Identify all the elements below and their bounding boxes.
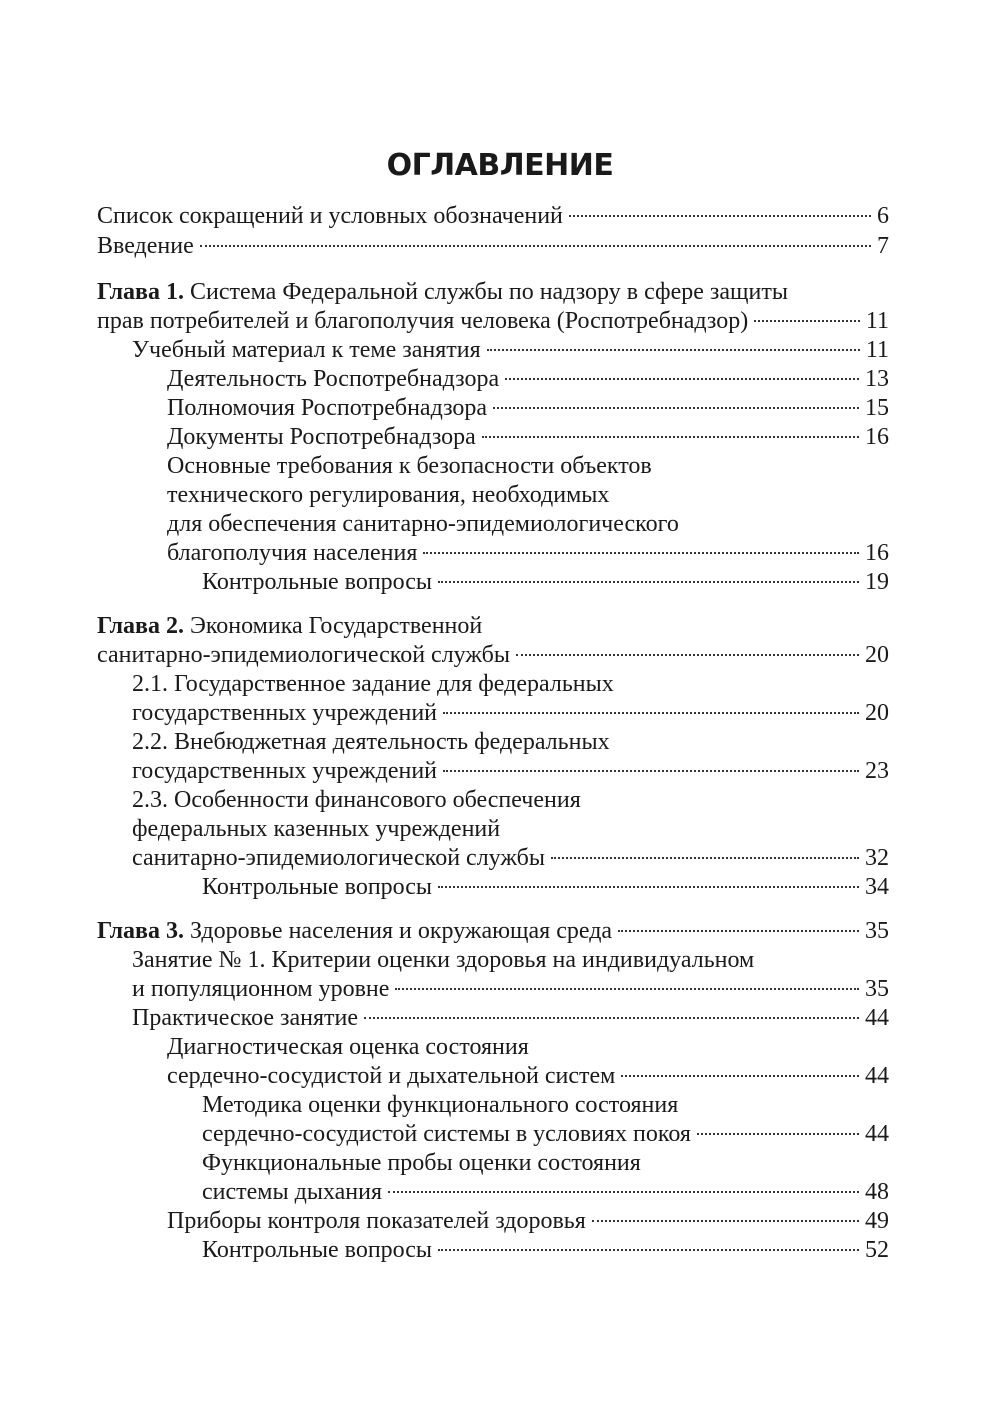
page-number: 35 (865, 918, 889, 944)
dot-leader (697, 1133, 859, 1135)
page-number: 32 (865, 845, 889, 871)
page-number: 16 (865, 540, 889, 566)
page-number: 23 (865, 758, 889, 784)
entry-text: государственных учреждений (132, 758, 438, 784)
dot-leader (516, 654, 859, 656)
entry-text: Введение (97, 233, 194, 259)
toc-entry-ch2-questions[interactable] (202, 872, 889, 902)
page-number: 35 (865, 976, 889, 1002)
toc-entry-tests-end[interactable] (202, 1177, 889, 1207)
page-number: 7 (877, 233, 889, 259)
toc-chapter-2-heading[interactable] (97, 611, 482, 641)
toc-entry-activity[interactable] (167, 364, 889, 394)
toc-chapter-1-heading[interactable] (97, 277, 788, 307)
dot-leader (505, 378, 859, 380)
dot-leader (438, 886, 859, 888)
toc-entry-method-line1[interactable]: Методика оценки функционального состояния (202, 1092, 679, 1118)
entry-text: Контрольные вопросы (202, 569, 433, 595)
entry-text: сердечно-сосудистой системы в условиях покоя (202, 1121, 691, 1147)
dot-leader (200, 245, 871, 247)
chapter-title-line2: санитарно-эпидемиологической службы (97, 642, 510, 668)
chapter-title-line2: прав потребителей и благополучия человека (Роспотребнадзор) (97, 308, 749, 334)
toc-entry-diagnostics-line1[interactable]: Диагностическая оценка состояния (167, 1034, 529, 1060)
toc-entry-2-3-end[interactable] (132, 843, 889, 873)
toc-chapter-1-title-end[interactable] (97, 306, 889, 336)
dot-leader (754, 320, 860, 322)
entry-text: Деятельность Роспотребнадзора (167, 366, 500, 392)
toc-entry-2-1-line1[interactable]: 2.1. Государственное задание для федеральных (132, 671, 614, 697)
dot-leader (388, 1191, 859, 1193)
toc-entry-2-1-end[interactable] (132, 698, 889, 728)
page-title: ОГЛАВЛЕНИЕ (386, 148, 614, 183)
toc-entry-lesson-1-end[interactable] (132, 974, 889, 1004)
toc-entry-2-3-line2[interactable]: федеральных казенных учреждений (132, 816, 501, 842)
dot-leader (443, 712, 859, 714)
toc-entry-requirements-line1[interactable]: Основные требования к безопасности объектов (167, 453, 652, 479)
entry-text: Практическое занятие (132, 1005, 359, 1031)
dot-leader (493, 407, 859, 409)
entry-text: санитарно-эпидемиологической службы (132, 845, 545, 871)
dot-leader (487, 349, 860, 351)
dot-leader (551, 857, 859, 859)
toc-entry-abbreviations[interactable] (97, 201, 889, 231)
page-number: 19 (865, 569, 889, 595)
chapter-title-line1: Экономика Государственной (190, 613, 483, 639)
page-number: 13 (865, 366, 889, 392)
dot-leader (443, 770, 859, 772)
entry-text: системы дыхания (202, 1179, 382, 1205)
dot-leader (569, 215, 871, 217)
dot-leader (621, 1075, 859, 1077)
chapter-label: Глава 2. (97, 613, 184, 639)
toc-entry-2-2-line1[interactable]: 2.2. Внебюджетная деятельность федеральных (132, 729, 610, 755)
chapter-label: Глава 3. (97, 918, 184, 944)
toc-entry-devices[interactable] (167, 1206, 889, 1236)
toc-entry-study-material[interactable] (132, 335, 889, 365)
page-number: 48 (865, 1179, 889, 1205)
entry-text: Контрольные вопросы (202, 1237, 433, 1263)
toc-entry-2-3-line1[interactable]: 2.3. Особенности финансового обеспечения (132, 787, 581, 813)
toc-entry-documents[interactable] (167, 422, 889, 452)
dot-leader (364, 1017, 859, 1019)
page-number: 52 (865, 1237, 889, 1263)
entry-text: государственных учреждений (132, 700, 438, 726)
entry-text: сердечно-сосудистой и дыхательной систем (167, 1063, 616, 1089)
dot-leader (438, 581, 859, 583)
chapter-label: Глава 1. (97, 279, 184, 305)
toc-entry-requirements-line3[interactable]: для обеспечения санитарно-эпидемиологического (167, 511, 679, 537)
toc-entry-lesson-1-line1[interactable]: Занятие № 1. Критерии оценки здоровья на индивидуальном (132, 947, 755, 973)
toc-entry-method-end[interactable] (202, 1119, 889, 1149)
toc-entry-ch3-questions[interactable] (202, 1235, 889, 1265)
page-number: 34 (865, 874, 889, 900)
entry-text: Учебный материал к теме занятия (132, 337, 481, 363)
chapter-title (97, 916, 612, 946)
dot-leader (395, 988, 859, 990)
toc-entry-requirements-line2[interactable]: технического регулирования, необходимых (167, 482, 610, 508)
page-number: 44 (865, 1005, 889, 1031)
page-number: 11 (865, 337, 889, 363)
page-number: 11 (865, 308, 889, 334)
page-number: 20 (865, 642, 889, 668)
entry-text: и популяционном уровне (132, 976, 390, 1002)
toc-entry-practice[interactable] (132, 1003, 889, 1033)
entry-text: Список сокращений и условных обозначений (97, 203, 563, 229)
toc-chapter-2-title-end[interactable] (97, 640, 889, 670)
chapter-title-line1: Здоровье населения и окружающая среда (190, 918, 613, 944)
toc-chapter-3-heading[interactable] (97, 916, 889, 946)
dot-leader (423, 552, 859, 554)
toc-entry-tests-line1[interactable]: Функциональные пробы оценки состояния (202, 1150, 641, 1176)
page-number: 49 (865, 1208, 889, 1234)
entry-text: Полномочия Роспотребнадзора (167, 395, 488, 421)
toc-entry-introduction[interactable] (97, 231, 889, 261)
entry-text: Контрольные вопросы (202, 874, 433, 900)
page-number: 15 (865, 395, 889, 421)
entry-text: Документы Роспотребнадзора (167, 424, 476, 450)
page-number: 16 (865, 424, 889, 450)
dot-leader (592, 1220, 859, 1222)
toc-entry-diagnostics-end[interactable] (167, 1061, 889, 1091)
entry-text: Приборы контроля показателей здоровья (167, 1208, 586, 1234)
dot-leader (482, 436, 859, 438)
toc-entry-ch1-questions[interactable] (202, 567, 889, 597)
entry-text: благополучия населения (167, 540, 418, 566)
page-number: 44 (865, 1063, 889, 1089)
dot-leader (618, 930, 859, 932)
page-number: 44 (865, 1121, 889, 1147)
dot-leader (438, 1249, 859, 1251)
toc-entry-requirements-end[interactable] (167, 538, 889, 568)
toc-entry-2-2-end[interactable] (132, 756, 889, 786)
chapter-title-line1: Система Федеральной службы по надзору в сфере защиты (190, 279, 788, 305)
page-number: 6 (877, 203, 889, 229)
toc-entry-powers[interactable] (167, 393, 889, 423)
page-number: 20 (865, 700, 889, 726)
